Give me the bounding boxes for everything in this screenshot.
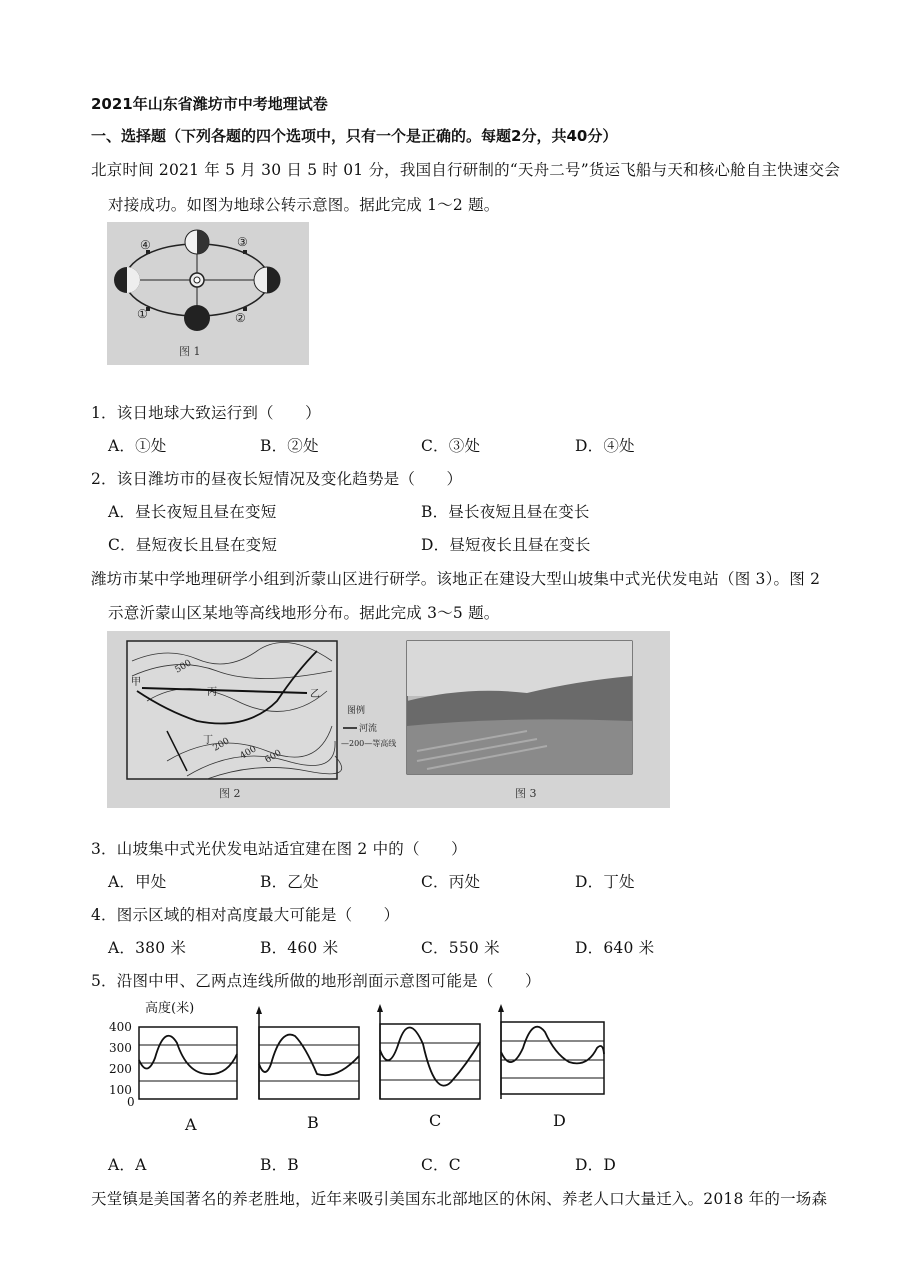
profile-d xyxy=(498,1004,604,1099)
q1-option-b: B．②处 xyxy=(260,437,319,455)
intro-paragraph-3-line-1: 天堂镇是美国著名的养老胜地，近年来吸引美国东北部地区的休闲、养老人口大量迁入。2018 年的一场森 xyxy=(91,1190,828,1208)
svg-text:200: 200 xyxy=(109,1062,132,1076)
q2-option-a: A．昼长夜短且昼在变短 xyxy=(108,503,277,521)
svg-text:200: 200 xyxy=(211,736,232,754)
svg-text:甲: 甲 xyxy=(131,677,141,688)
profile-label-d: D xyxy=(553,1111,566,1130)
svg-text:100: 100 xyxy=(109,1083,132,1097)
figure-2-3-panel xyxy=(107,631,670,808)
marker-3: ③ xyxy=(237,235,248,249)
q1-option-c: C．③处 xyxy=(421,437,481,455)
q4-option-a: A．380 米 xyxy=(108,939,187,957)
q2-option-b: B．昼长夜短且昼在变长 xyxy=(421,503,590,521)
marker-2: ② xyxy=(235,311,246,325)
q1-option-a: A．①处 xyxy=(108,437,167,455)
profile-b xyxy=(256,1006,359,1099)
svg-text:400: 400 xyxy=(109,1020,132,1034)
q3-option-d: D．丁处 xyxy=(575,873,635,891)
q3-option-b: B．乙处 xyxy=(260,873,319,891)
q3-option-a: A．甲处 xyxy=(108,873,167,891)
marker-4: ④ xyxy=(140,238,151,252)
profile-label-a: A xyxy=(185,1115,197,1134)
svg-text:丙: 丙 xyxy=(207,687,217,698)
q4-option-d: D．640 米 xyxy=(575,939,655,957)
svg-text:丁: 丁 xyxy=(203,735,213,746)
q4-option-b: B．460 米 xyxy=(260,939,339,957)
q5-option-d: D．D xyxy=(575,1156,616,1174)
intro-paragraph-1-line-1: 北京时间 2021 年 5 月 30 日 5 时 01 分，我国自行研制的“天舟二号”货运飞船与天和核心舱自主快速交会 xyxy=(91,161,841,179)
svg-text:600: 600 xyxy=(263,748,284,766)
svg-text:图例: 图例 xyxy=(347,706,366,716)
question-2-stem: 2．该日潍坊市的昼夜长短情况及变化趋势是（ ） xyxy=(91,470,463,488)
svg-text:400: 400 xyxy=(238,744,259,762)
svg-text:0: 0 xyxy=(127,1095,135,1109)
profile-a xyxy=(139,1027,237,1099)
q4-option-c: C．550 米 xyxy=(421,939,500,957)
figure-1-earth-revolution xyxy=(107,222,309,365)
profile-options-figure xyxy=(107,998,617,1138)
q5-option-b: B．B xyxy=(260,1156,299,1174)
section-heading: 一、选择题（下列各题的四个选项中，只有一个是正确的。每题2分，共40分） xyxy=(91,127,618,145)
q2-option-c: C．昼短夜长且昼在变短 xyxy=(108,536,278,554)
figure-1-caption: 图 1 xyxy=(179,345,201,358)
svg-text:图 2: 图 2 xyxy=(219,787,241,800)
intro-paragraph-2-line-2: 示意沂蒙山区某地等高线地形分布。据此完成 3～5 题。 xyxy=(108,604,500,622)
intro-paragraph-1-line-2: 对接成功。如图为地球公转示意图。据此完成 1～2 题。 xyxy=(108,196,500,214)
svg-text:乙: 乙 xyxy=(310,689,320,700)
svg-text:河流: 河流 xyxy=(359,724,378,734)
svg-text:图 3: 图 3 xyxy=(515,787,537,800)
q1-option-d: D．④处 xyxy=(575,437,635,455)
q5-option-a: A．A xyxy=(108,1156,147,1174)
question-1-stem: 1．该日地球大致运行到（ ） xyxy=(91,404,321,422)
question-4-stem: 4．图示区域的相对高度最大可能是（ ） xyxy=(91,906,400,924)
question-5-stem: 5．沿图中甲、乙两点连线所做的地形剖面示意图可能是（ ） xyxy=(91,972,541,990)
profile-ylabel: 高度(米) xyxy=(145,1001,195,1016)
question-3-stem: 3．山坡集中式光伏发电站适宜建在图 2 中的（ ） xyxy=(91,840,467,858)
marker-1: ① xyxy=(137,307,148,321)
svg-text:500: 500 xyxy=(173,658,194,676)
profile-c xyxy=(377,1004,480,1099)
q3-option-c: C．丙处 xyxy=(421,873,481,891)
paper-title: 2021年山东省潍坊市中考地理试卷 xyxy=(91,95,328,113)
q5-option-c: C．C xyxy=(421,1156,461,1174)
svg-text:300: 300 xyxy=(109,1041,132,1055)
intro-paragraph-2-line-1: 潍坊市某中学地理研学小组到沂蒙山区进行研学。该地正在建设大型山坡集中式光伏发电站（图 3）。图 2 xyxy=(91,570,821,588)
profile-label-c: C xyxy=(429,1111,442,1130)
profile-label-b: B xyxy=(307,1113,319,1132)
svg-text:—200—等高线: —200—等高线 xyxy=(341,739,397,748)
q2-option-d: D．昼短夜长且昼在变长 xyxy=(421,536,591,554)
